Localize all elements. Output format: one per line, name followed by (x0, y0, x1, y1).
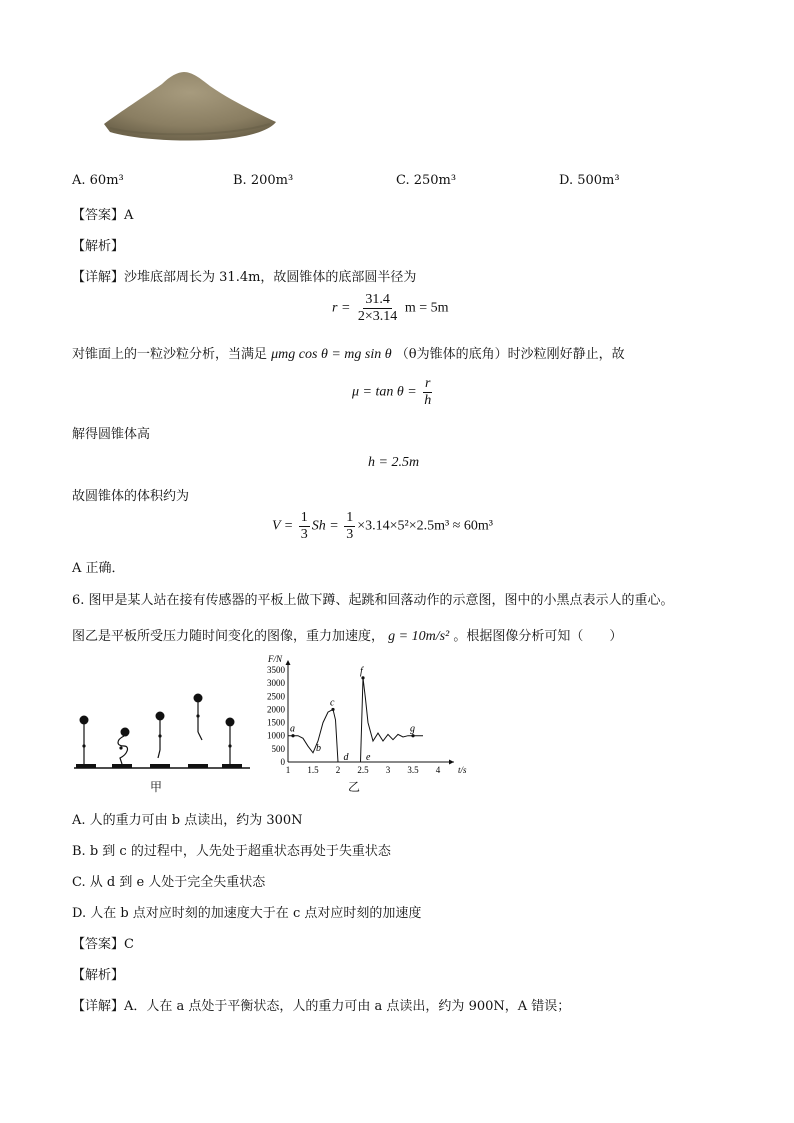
eq-lhs: V = (272, 518, 294, 534)
frac-three: 3 (300, 527, 308, 542)
text-post: （θ为锥体的底角）时沙粒刚好静止，故 (395, 347, 625, 362)
x-tick-label: 3 (385, 765, 391, 775)
q6-detail-line (72, 995, 570, 1014)
eq-den: h (424, 393, 432, 408)
y-tick-label: 3000 (267, 678, 285, 689)
equation-mu (352, 376, 435, 409)
sand-pile-image (100, 66, 280, 146)
x-tick-label: 1.5 (307, 765, 319, 775)
stem-post: 。根据图像分析可知（ ） (453, 629, 623, 644)
x-tick-label: 2 (335, 765, 341, 775)
equation-volume (272, 510, 493, 543)
gravity-eq: g = 10m/s² (388, 629, 450, 644)
q6-answer-label: 【答案】C (72, 937, 134, 952)
point-label-e: e (366, 752, 371, 763)
equation-radius (332, 292, 449, 325)
x-axis-label: t/s (458, 765, 467, 775)
eq-lhs: μ = tan θ = (352, 384, 417, 400)
q6-option-a[interactable]: A. 人的重力可由 b 点读出，约为 300N (72, 813, 303, 828)
point-label-f: f (360, 665, 363, 677)
option-b[interactable]: B. 200m³ (233, 173, 294, 188)
answer-label: 【答案】A (72, 208, 134, 223)
detail-line (72, 266, 416, 285)
conclusion: A 正确． (72, 561, 125, 576)
figure-jia (72, 684, 252, 776)
q6-stem-line2 (72, 625, 622, 645)
figure-yi-caption: 乙 (348, 780, 361, 794)
option-d[interactable]: D. 500m³ (559, 173, 620, 188)
y-tick-label: 3500 (267, 665, 285, 675)
y-tick-label: 2500 (267, 691, 285, 702)
option-a[interactable]: A. 60m³ (72, 173, 124, 188)
force-time-chart (252, 654, 467, 778)
analysis-line-2 (72, 343, 625, 363)
y-tick-label: 500 (271, 743, 285, 754)
equilibrium-eq: μmg cos θ = mg sin θ (271, 347, 392, 362)
analysis-line-4: 故圆锥体的体积约为 (72, 489, 190, 504)
frac-three-2: 3 (346, 527, 354, 542)
x-tick-label: 3.5 (407, 765, 419, 775)
point-label-b: b (316, 742, 321, 754)
eq-lhs: r = (332, 300, 351, 316)
x-tick-label: 2.5 (357, 765, 369, 775)
y-tick-label: 0 (280, 757, 285, 767)
equation-height: h = 2.5m (368, 455, 420, 470)
frac-one: 1 (300, 510, 308, 525)
figure-jia-caption: 甲 (150, 780, 163, 794)
analysis-label: 【解析】 (72, 239, 125, 254)
y-tick-label: 1000 (267, 730, 285, 741)
q6-option-b[interactable]: B. b 到 c 的过程中，人先处于超重状态再处于失重状态 (72, 844, 391, 859)
q6-option-d[interactable]: D. 人在 b 点对应时刻的加速度大于在 c 点对应时刻的加速度 (72, 906, 422, 921)
point-label-g: g (410, 723, 415, 735)
eq-mid: Sh = (311, 518, 339, 534)
eq-num: 31.4 (365, 292, 390, 307)
stem-pre: 图乙是平板所受压力随时间变化的图像，重力加速度， (72, 629, 385, 644)
point-label-c: c (330, 697, 335, 709)
q6-analysis-label: 【解析】 (72, 968, 125, 983)
y-tick-label: 2000 (267, 704, 285, 715)
x-tick-label: 1 (285, 765, 291, 775)
point-label-d: d (343, 752, 349, 763)
frac-one-2: 1 (346, 510, 354, 525)
q6-option-c[interactable]: C. 从 d 到 e 人处于完全失重状态 (72, 875, 266, 890)
y-axis-arrow (286, 660, 291, 665)
eq-den: 2×3.14 (357, 309, 398, 324)
analysis-line-3: 解得圆锥体高 (72, 427, 151, 442)
detail-label: 【详解】 (72, 270, 125, 285)
text-pre: 对锥面上的一粒沙粒分析，当满足 (72, 347, 268, 362)
y-tick-label: 1500 (267, 717, 285, 728)
option-c[interactable]: C. 250m³ (396, 173, 457, 188)
detail-text: 沙堆底部周长为 31.4m，故圆锥体的底部圆半径为 (124, 270, 417, 285)
y-axis-label: F/N (267, 654, 282, 664)
x-axis-arrow (449, 760, 454, 765)
x-tick-label: 4 (435, 765, 441, 775)
point-label-a: a (290, 723, 295, 735)
eq-num: r (424, 376, 431, 391)
eq-rhs: m = 5m (404, 300, 449, 316)
detail-label: 【详解】 (72, 999, 125, 1014)
detail-text: A．人在 a 点处于平衡状态，人的重力可由 a 点读出，约为 900N，A 错误； (124, 999, 571, 1014)
q6-stem-line1: 6. 图甲是某人站在接有传感器的平板上做下蹲、起跳和回落动作的示意图，图中的小黑点表示人的重心。 (72, 593, 674, 608)
force-series-line (288, 678, 423, 762)
eq-rhs: ×3.14×5²×2.5m³ ≈ 60m³ (357, 518, 493, 534)
